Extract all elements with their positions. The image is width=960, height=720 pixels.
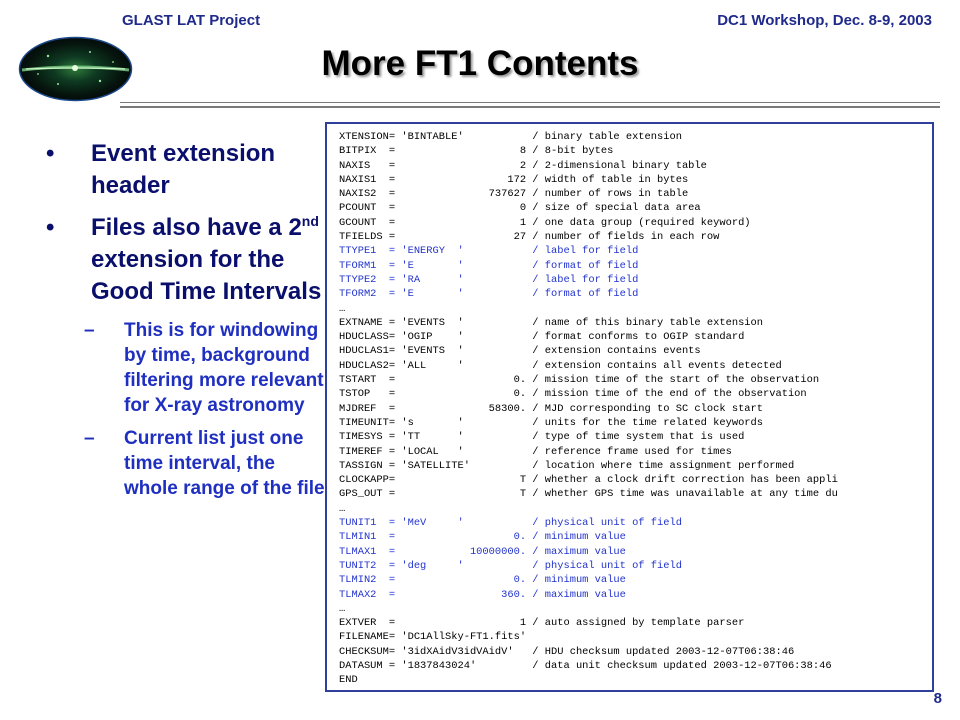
workshop-header: DC1 Workshop, Dec. 8-9, 2003 — [717, 12, 932, 29]
sub-bullet-item — [84, 426, 328, 501]
title-divider-thick — [120, 106, 940, 108]
fits-header-line: TTYPE2 = 'RA ' / label for field — [339, 273, 639, 286]
fits-header-line: TLMIN2 = 0. / minimum value — [339, 574, 626, 587]
fits-header-line: TLMAX1 = 10000000. / maximum value — [339, 545, 626, 558]
bullet-list — [38, 138, 328, 509]
fits-header-line: DATASUM = '1837843024' / data unit checksum updated 2003-12-07T06:38:46 — [339, 659, 832, 672]
fits-header-line: HDUCLAS2= 'ALL ' / extension contains all events detected — [339, 359, 782, 372]
bullet-icon: • — [46, 140, 55, 167]
fits-header-line: TIMESYS = 'TT ' / type of time system that is used — [339, 431, 745, 444]
bullet-text: Files also have a 2nd extension for the Good Time Intervals — [91, 213, 322, 305]
fits-header-line: TASSIGN = 'SATELLITE' / location where time assignment performed — [339, 459, 795, 472]
page-number: 8 — [933, 690, 942, 707]
fits-header-line: END — [339, 674, 358, 687]
fits-header-line: XTENSION= 'BINTABLE' / binary table extension — [339, 131, 682, 143]
fits-header-line: EXTNAME = 'EVENTS ' / name of this binary table extension — [339, 316, 764, 329]
fits-header-line: … — [339, 602, 346, 615]
fits-header-line: NAXIS2 = 737627 / number of rows in table — [339, 188, 689, 201]
fits-header-line: HDUCLAS1= 'EVENTS ' / extension contains events — [339, 345, 701, 358]
fits-header-line: CHECKSUM= '3idXAidV3idVAidV' / HDU checksum updated 2003-12-07T06:38:46 — [339, 645, 795, 658]
sub-bullet-text: Current list just one time interval, the whole range of the file — [124, 428, 325, 499]
bullet-item — [38, 138, 328, 202]
fits-header-line: TUNIT2 = 'deg ' / physical unit of field — [339, 559, 682, 572]
fits-header-line: TSTOP = 0. / mission time of the end of the observation — [339, 388, 807, 401]
fits-header-line: TSTART = 0. / mission time of the start of the observation — [339, 374, 820, 387]
fits-header-line: TFORM1 = 'E ' / format of field — [339, 259, 639, 272]
slide-title: More FT1 Contents — [321, 44, 639, 83]
project-header: GLAST LAT Project — [122, 12, 261, 29]
fits-header-listing — [325, 122, 934, 692]
fits-header-line: PCOUNT = 0 / size of special data area — [339, 202, 701, 215]
bullet-text: Event extension header — [91, 140, 276, 199]
fits-header-line: … — [339, 502, 346, 515]
sub-bullet-text: This is for windowing by time, background filtering more relevant for X-ray astronomy — [124, 320, 324, 416]
fits-header-line: GPS_OUT = T / whether GPS time was unavailable at any time du — [339, 488, 838, 501]
fits-header-line: TFIELDS = 27 / number of fields in each row — [339, 231, 720, 244]
fits-header-line: TLMIN1 = 0. / minimum value — [339, 531, 626, 544]
bullet-item — [38, 212, 328, 308]
fits-header-line: MJDREF = 58300. / MJD corresponding to SC clock start — [339, 402, 764, 415]
fits-header-line: BITPIX = 8 / 8-bit bytes — [339, 145, 614, 158]
superscript: nd — [301, 213, 319, 229]
fits-header-line: NAXIS1 = 172 / width of table in bytes — [339, 173, 689, 186]
fits-header-line: NAXIS = 2 / 2-dimensional binary table — [339, 159, 707, 172]
fits-header-line: FILENAME= 'DC1AllSky-FT1.fits' — [339, 631, 527, 644]
fits-header-line: TFORM2 = 'E ' / format of field — [339, 288, 639, 301]
fits-header-line: TTYPE1 = 'ENERGY ' / label for field — [339, 245, 639, 258]
fits-header-line: TUNIT1 = 'MeV ' / physical unit of field — [339, 517, 682, 530]
sub-bullet-item — [84, 318, 328, 418]
fits-header-line: … — [339, 302, 346, 315]
fits-header-line: TIMEUNIT= 's ' / units for the time related keywords — [339, 416, 764, 429]
bullet-icon: • — [46, 214, 55, 241]
fits-header-line: HDUCLASS= 'OGIP ' / format conforms to OGIP standard — [339, 331, 745, 344]
fits-header-line: GCOUNT = 1 / one data group (required keyword) — [339, 216, 751, 229]
fits-header-line: TLMAX2 = 360. / maximum value — [339, 588, 626, 601]
dash-icon: – — [84, 320, 95, 341]
dash-icon: – — [84, 428, 95, 449]
fits-header-line: EXTVER = 1 / auto assigned by template parser — [339, 617, 745, 630]
fits-header-line: TIMEREF = 'LOCAL ' / reference frame used for times — [339, 445, 732, 458]
title-divider-thin — [120, 102, 940, 103]
fits-header-line: CLOCKAPP= T / whether a clock drift correction has been appli — [339, 474, 838, 487]
